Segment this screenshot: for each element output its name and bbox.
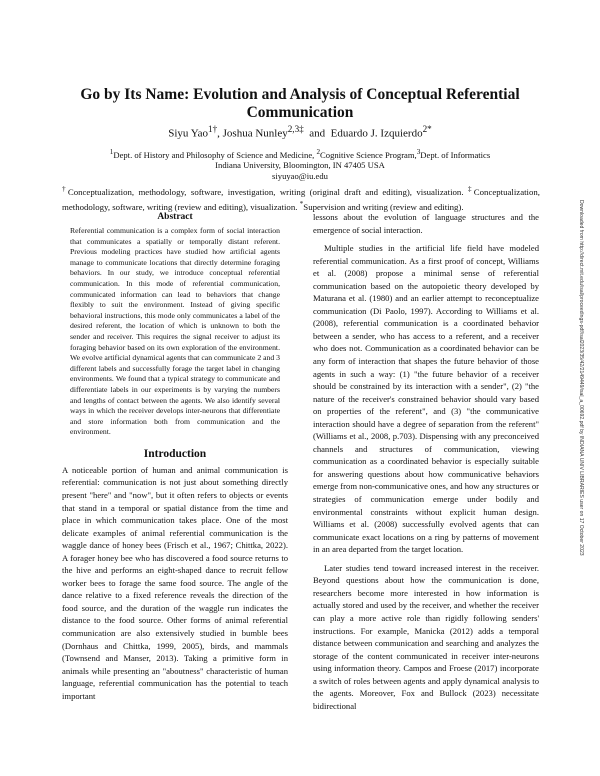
author-mark: 1† — [207, 124, 218, 134]
intro-paragraph-3: Later studies tend toward increased interest in the receiver. Beyond questions about how the communication is done, researchers become more interested in how information is actually stored and used by the receiver, and whether the receiver can play a more active role than rigidly following senders' instructions. For example, Manicka (2012) adds a temporal distance between communication and searching and analyzes the storage of the content communicated in receiver inter-neurons using information theory. Campos and Froese (2017) incorporate a switch of roles between agents and apply dynamical analysis to the agents. Moreover, Fox and Bullock (2023) necessitate bidirectional — [313, 562, 539, 711]
author-mark: 2* — [422, 124, 432, 134]
paper-title: Go by Its Name: Evolution and Analysis of Conceptual Referential Communication — [80, 86, 520, 121]
author-separator: , — [217, 127, 223, 140]
affiliation-mark: 3 — [416, 148, 421, 156]
contributions-note — [62, 183, 540, 214]
download-watermark — [575, 200, 585, 760]
intro-paragraph-1-continued: lessons about the evolution of language structures and the emergence of social interaction. — [313, 212, 539, 235]
contribution-mark: * — [299, 199, 304, 209]
contribution-mark: † — [62, 184, 68, 193]
abstract-text: Referential communication is a complex form of social interaction that communicates a spatially or temporally distant referent. Previous modeling practices have studied how artificial agents manage to communicate locations that directly determine foraging behaviors. In our study, we introduce conceptual referential communication. In this mode of referential communication, communicated information can lead to behaviors that change flexibly to suit the environment. Instead of giving specific behavioral instructions, this mode only communicates a label of the desired referent, the location of which is unknown to both the sender and receiver. This requires the signal receiver to adjust its foraging behavior based on its own exploration of the environment. We evolve artificial dynamical agents that can communicate 2 and 3 different labels and successfully forage the target label in changing environments. We found that a typical strategy to communicate and differentiate labels in our experiments is by varying the numbers and lengths of contact between the agents. We also identify several ways in which the receiver develops inter-neurons that differentiate and store information both from communication and the environment. — [70, 226, 280, 437]
departments-line — [60, 147, 540, 160]
abstract-heading: Abstract — [157, 212, 193, 222]
author-mark: 2,3‡ — [287, 124, 304, 134]
introduction-heading: Introduction — [143, 447, 207, 460]
department: Dept. of Informatics — [420, 149, 491, 160]
author-name: Siyu Yao — [168, 127, 208, 140]
intro-paragraph-2: Multiple studies in the artificial life field have modeled referential communication. As a first proof of concept, Williams et al. (2008) propose a minimal sense of referential communication based on the autopoietic theory developed by Maturana et al. (1980) and an earlier attempt to reconceptualize communication (Di Paolo, 1997). According to Williams et al. (2008), referential communication is a coordinated behavior between a sender, who has access to a referent, and a receiver who does not. Communication as a coordinated behavior can be any form of interaction that shapes the future behavior of those agents in such a way: (1) "the future behavior of a receiver should be constrained by its interaction with a sender", (2) "the nature of the receiver's constrained behavior should vary based on properties of the referent", and (3) "the communicative interaction should have a degree of separation from the referent" (Williams et al., 2008, p.703). Dispensing with any preconceived channels and structures of communication, viewing communication as a coordinated behavior is especially suitable for answering questions about how communicative behaviors emerge from non-communicative ones, and how any structures or strategies of communication emerge under bodily and environmental constraints without explicit human design. Williams et al. (2008) successfully evolved agents that can communicate exact locations on a ring by patterns of movement in an area departed from the target location. — [313, 243, 539, 555]
contribution-text: Supervision and writing (review and editing). — [303, 202, 464, 213]
author-separator: and — [303, 127, 331, 140]
affiliation-mark: 1 — [109, 148, 114, 156]
university-line: Indiana University, Bloomington, IN 47405 USA — [215, 160, 385, 171]
department: Cognitive Science Program, — [320, 149, 417, 160]
left-column — [62, 211, 288, 702]
contribution-text: Conceptualization, methodology, software, investigation, writing (original draft and editing), visualization. — [67, 186, 468, 197]
right-column — [313, 211, 539, 712]
department: Dept. of History and Philosophy of Science and Medicine, — [113, 149, 317, 160]
contribution-text: Conceptualization, methodology, software, writing (review and editing), visualization. — [62, 186, 540, 213]
contribution-mark: ‡ — [467, 184, 474, 193]
email-line: siyuyao@iu.edu — [272, 170, 328, 181]
affiliation-block — [60, 147, 540, 181]
affiliation-mark: 2 — [316, 148, 321, 156]
author-line — [60, 123, 540, 141]
author-name: Eduardo J. Izquierdo — [330, 127, 423, 140]
download-watermark-text: Downloaded from http://direct.mit.edu/isal/proceedings-pdf/isal2023/35/42/2149449/isal_a_00692.pdf by INDIANA UNIV LIBRARIES user on 17 October 2023 — [578, 200, 584, 556]
author-name: Joshua Nunley — [222, 127, 288, 140]
intro-paragraph-1: A noticeable portion of human and animal communication is referential: communication is not just about something directly present "here" and "now", but it often refers to objects or events that stand in a temporal or spatial distance from the time and place in which communication takes place. One of the most delicate examples of animal referential communication is the waggle dance of honey bees (Frisch et al., 1967; Chittka, 2022). A forager honey bee who has discovered a food source returns to the hive and performs an eight-shaped dance to recruit fellow worker bees to forage the same food source. The angle of the dance relative to a fixed reference reveals the direction of the food source, and the duration of the waggle run indicates the distance to the food source. Other forms of animal referential communication are also extensively studied in bumble bees (Dornhaus and Chittka, 1999, 2005), birds, and mammals (Townsend and Manser, 2013). Taking a primitive form in animals while presenting an "aboutness" characteristic of human language, referential communication has the potential to teach important — [62, 464, 288, 701]
